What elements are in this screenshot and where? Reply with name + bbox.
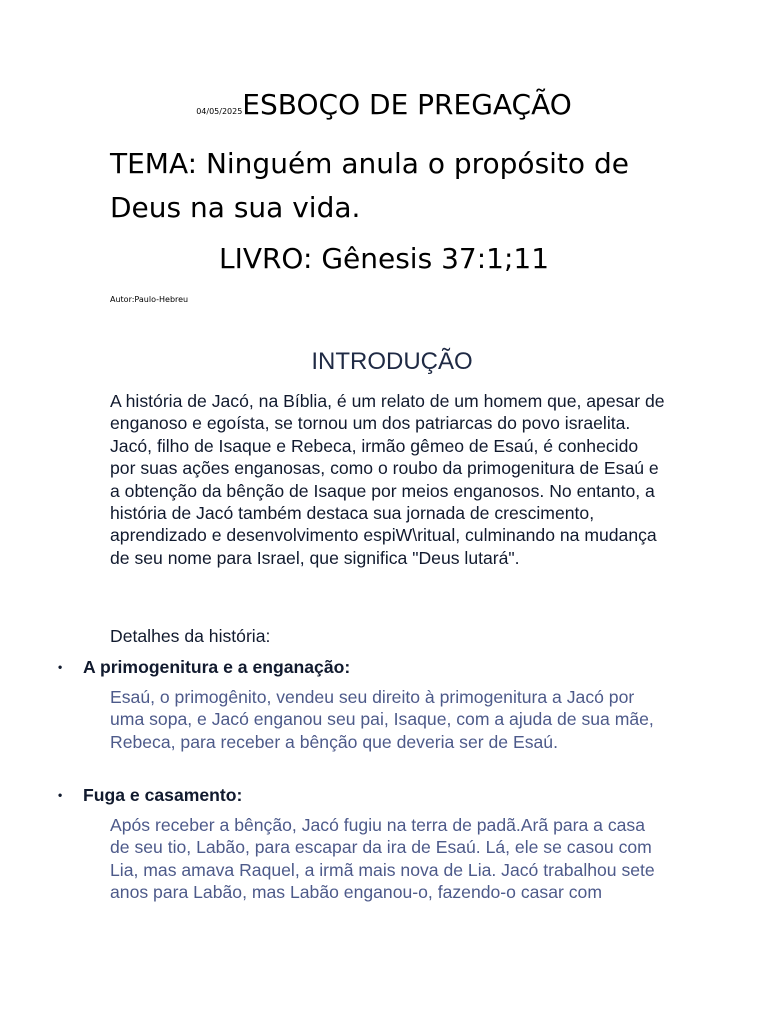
date: 04/05/2025	[196, 107, 243, 116]
list-item-title: A primogenitura e a enganação:	[83, 657, 351, 677]
list-item-text: Após receber a bênção, Jacó fugiu na terra de padã.Arã para a casa de seu tio, Labão, para escapar da ira de Esaú. Lá, ele se casou com Lia, mas amava Raquel, a irmã mais nova de Lia. Jacó trabalhou sete anos para Labão, mas Labão enganou-o, fazendo-o casar com	[110, 815, 655, 903]
bullet-icon: •	[58, 788, 63, 802]
page-title: ESBOÇO DE PREGAÇÃO	[242, 88, 572, 121]
list-item-heading	[58, 657, 350, 678]
introduction-heading: INTRODUÇÃO	[311, 348, 473, 375]
introduction-paragraph: A história de Jacó, na Bíblia, é um relato de um homem que, apesar de enganoso e egoísta, se tornou um dos patriarcas do povo israelita. Jacó, filho de Isaque e Rebeca, irmão gêmeo de Esaú, é conhecido por suas ações enganosas, como o roubo da primogenitura de Esaú e a obtenção da bênção de Isaque por meios enganosos. No entanto, a história de Jacó também destaca sua jornada de crescimento, aprendizado e desenvolvimento espiW\ritual, culminando na mudança de seu nome para Israel, que significa "Deus lutará".	[110, 391, 665, 568]
list-item-title: Fuga e casamento:	[83, 785, 243, 805]
bullet-icon: •	[58, 660, 63, 674]
livro-heading: LIVRO: Gênesis 37:1;11	[218, 242, 550, 275]
tema-heading: TEMA: Ninguém anula o propósito de Deus na sua vida.	[110, 147, 629, 224]
list-item-heading	[58, 785, 242, 806]
author: Autor:Paulo-Hebreu	[110, 295, 189, 304]
details-label: Detalhes da história:	[110, 626, 271, 646]
list-item-text: Esaú, o primogênito, vendeu seu direito à primogenitura a Jacó por uma sopa, e Jacó enganou seu pai, Isaque, com a ajuda de sua mãe, Rebeca, para receber a bênção que deveria ser de Esaú.	[110, 687, 654, 752]
header	[0, 88, 768, 121]
